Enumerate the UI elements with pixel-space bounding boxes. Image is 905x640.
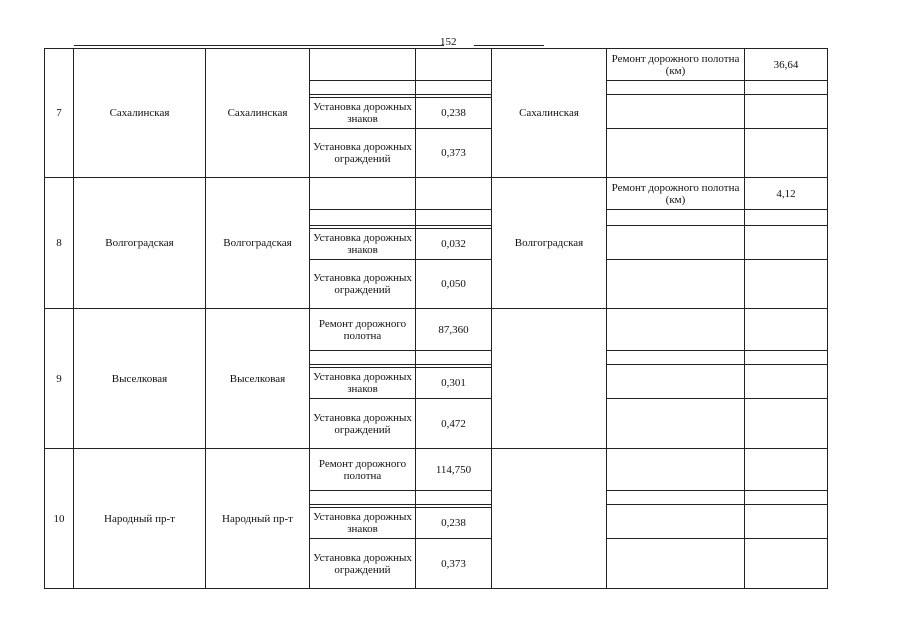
row-number: 9 — [45, 309, 74, 449]
district-cell: Сахалинская — [74, 49, 206, 178]
work-name-cell — [310, 49, 416, 81]
row-number: 10 — [45, 449, 74, 589]
work-name-cell: Ремонт дорожного полотна — [310, 449, 416, 491]
blank-cell — [745, 449, 828, 491]
blank-cell — [607, 260, 745, 309]
blank-cell — [416, 491, 492, 505]
blank-cell — [607, 505, 745, 539]
work-value-cell: 114,750 — [416, 449, 492, 491]
blank-cell — [416, 351, 492, 365]
work-value-cell — [416, 49, 492, 81]
object-cell — [492, 449, 607, 589]
right-work-value-cell: 36,64 — [745, 49, 828, 81]
blank-cell — [745, 309, 828, 351]
blank-cell — [416, 81, 492, 95]
blank-cell — [607, 449, 745, 491]
works-table — [44, 48, 828, 589]
work-name-cell: Установка дорожных ограждений — [310, 260, 416, 309]
work-name-cell — [310, 178, 416, 210]
work-value-cell: 0,301 — [416, 368, 492, 399]
work-value-cell: 0,238 — [416, 508, 492, 539]
row-number: 8 — [45, 178, 74, 309]
blank-cell — [607, 129, 745, 178]
top-rule-fragment — [74, 45, 444, 46]
work-name-cell: Установка дорожных знаков — [310, 508, 416, 539]
work-value-cell: 87,360 — [416, 309, 492, 351]
work-name-cell: Установка дорожных знаков — [310, 368, 416, 399]
work-name-cell: Установка дорожных ограждений — [310, 539, 416, 589]
blank-cell — [745, 505, 828, 539]
blank-cell — [745, 539, 828, 589]
right-work-name-cell: Ремонт дорожного полотна (км) — [607, 49, 745, 81]
work-value-cell: 0,373 — [416, 129, 492, 178]
blank-cell — [416, 210, 492, 226]
work-name-cell: Установка дорожных ограждений — [310, 129, 416, 178]
blank-cell — [607, 365, 745, 399]
work-name-cell: Установка дорожных ограждений — [310, 399, 416, 449]
page-number: 152 — [440, 36, 457, 48]
blank-cell — [310, 491, 416, 505]
work-name-cell: Установка дорожных знаков — [310, 98, 416, 129]
blank-cell — [745, 399, 828, 449]
street-cell: Волгоградская — [206, 178, 310, 309]
object-cell: Волгоградская — [492, 178, 607, 309]
blank-cell — [745, 95, 828, 129]
row-number: 7 — [45, 49, 74, 178]
district-cell: Выселковая — [74, 309, 206, 449]
right-work-name-cell: Ремонт дорожного полотна (км) — [607, 178, 745, 210]
object-cell: Сахалинская — [492, 49, 607, 178]
street-cell: Выселковая — [206, 309, 310, 449]
blank-cell — [607, 309, 745, 351]
blank-cell — [607, 539, 745, 589]
blank-cell — [745, 491, 828, 505]
right-work-value-cell: 4,12 — [745, 178, 828, 210]
blank-cell — [745, 210, 828, 226]
blank-cell — [745, 351, 828, 365]
work-value-cell: 0,032 — [416, 229, 492, 260]
blank-cell — [745, 260, 828, 309]
blank-cell — [607, 226, 745, 260]
blank-cell — [607, 491, 745, 505]
object-cell — [492, 309, 607, 449]
work-name-cell: Ремонт дорожного полотна — [310, 309, 416, 351]
blank-cell — [607, 95, 745, 129]
blank-cell — [745, 226, 828, 260]
work-value-cell: 0,238 — [416, 98, 492, 129]
top-rule-fragment — [474, 45, 544, 46]
blank-cell — [607, 81, 745, 95]
blank-cell — [310, 81, 416, 95]
blank-cell — [310, 210, 416, 226]
work-value-cell: 0,050 — [416, 260, 492, 309]
blank-cell — [607, 210, 745, 226]
street-cell: Народный пр-т — [206, 449, 310, 589]
district-cell: Народный пр-т — [74, 449, 206, 589]
blank-cell — [745, 81, 828, 95]
work-name-cell: Установка дорожных знаков — [310, 229, 416, 260]
blank-cell — [607, 399, 745, 449]
blank-cell — [310, 351, 416, 365]
work-value-cell — [416, 178, 492, 210]
district-cell: Волгоградская — [74, 178, 206, 309]
blank-cell — [745, 129, 828, 178]
work-value-cell: 0,373 — [416, 539, 492, 589]
blank-cell — [745, 365, 828, 399]
street-cell: Сахалинская — [206, 49, 310, 178]
blank-cell — [607, 351, 745, 365]
work-value-cell: 0,472 — [416, 399, 492, 449]
